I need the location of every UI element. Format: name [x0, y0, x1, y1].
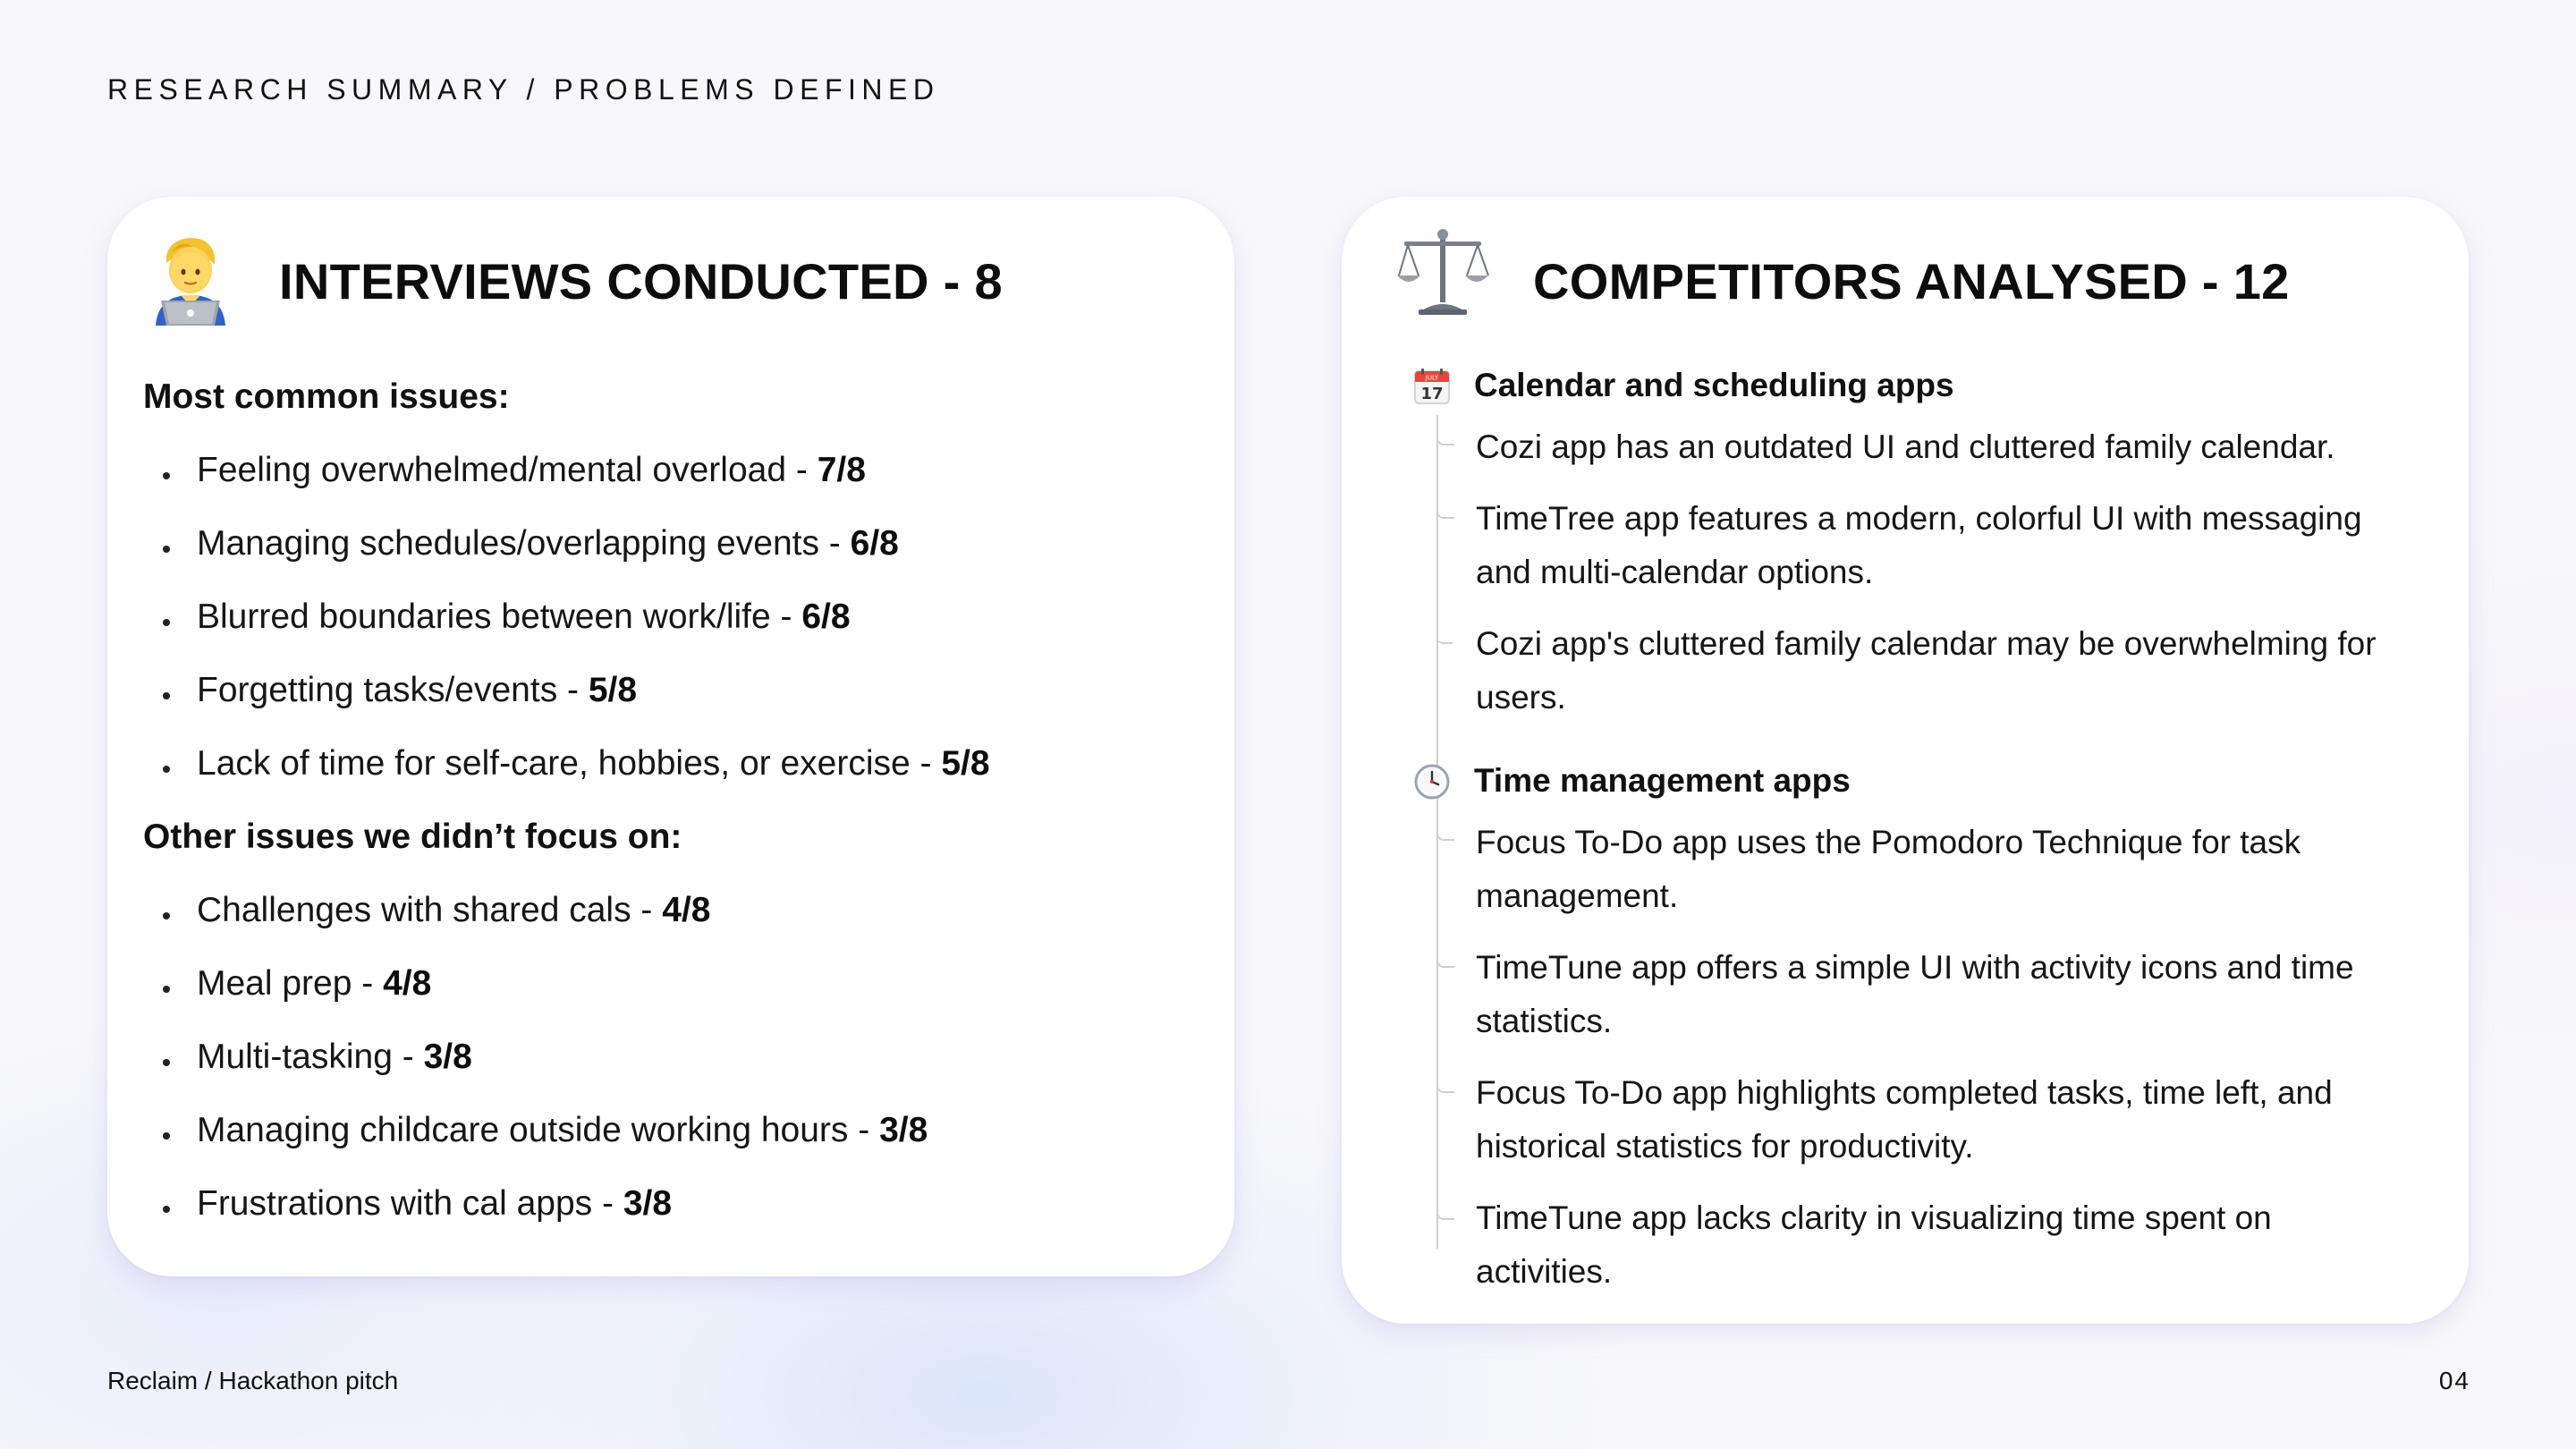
calendar-month-label: JULY [1425, 374, 1439, 382]
issue-count: 4/8 [383, 964, 432, 1003]
tree-branch [1436, 953, 1454, 968]
bullet-icon [163, 766, 170, 773]
issue-count: 3/8 [879, 1111, 928, 1149]
tree-connector [1436, 810, 1438, 1249]
issue-label: Managing childcare outside working hours - [197, 1111, 880, 1149]
category-heading: Time management apps [1474, 762, 1851, 799]
bullet-icon [163, 692, 170, 699]
tree-branch [1436, 826, 1454, 841]
tree-branch [1436, 630, 1453, 644]
section-header: RESEARCH SUMMARY / PROBLEMS DEFINED [107, 73, 940, 106]
issue-count: 5/8 [588, 671, 638, 709]
issue-count: 3/8 [423, 1038, 472, 1076]
bullet-icon [163, 619, 170, 626]
issue-count: 5/8 [941, 744, 990, 783]
competitors-card [1342, 197, 2469, 1324]
competitor-note: Cozi app's cluttered family calendar may be overwhelming for users. [1476, 625, 2377, 716]
calendar-day-label: 17 [1420, 385, 1444, 403]
balance-scale-icon [1395, 224, 1490, 318]
interviews-card [107, 197, 1234, 1276]
footer-project-label: Reclaim / Hackathon pitch [107, 1367, 399, 1394]
other-issues-heading: Other issues we didn’t focus on: [143, 818, 682, 856]
competitor-note: TimeTune app lacks clarity in visualizing time spent on activities. [1476, 1199, 2272, 1290]
bullet-icon [163, 1132, 170, 1140]
competitor-note: TimeTune app offers a simple UI with activity icons and time statistics. [1476, 949, 2354, 1039]
issue-label: Blurred boundaries between work/life - [197, 597, 802, 636]
interviews-title: INTERVIEWS CONDUCTED - 8 [279, 253, 1003, 309]
bullet-icon [163, 912, 170, 919]
competitor-note: TimeTree app features a modern, colorful UI with messaging and multi-calendar options. [1476, 500, 2362, 590]
tree-branch [1436, 1079, 1454, 1093]
clock-icon [1413, 763, 1451, 801]
issue-count: 3/8 [623, 1184, 673, 1223]
competitor-note: Focus To-Do app highlights completed tasks, time left, and historical statistics for productivity. [1476, 1074, 2333, 1165]
issue-label: Managing schedules/overlapping events - [197, 524, 851, 563]
common-issues-heading: Most common issues: [143, 377, 510, 416]
issue-label: Multi-tasking - [197, 1038, 424, 1076]
bullet-icon [163, 472, 170, 479]
issue-count: 7/8 [817, 451, 866, 489]
issue-count: 4/8 [662, 891, 711, 929]
issue-label: Forgetting tasks/events - [197, 671, 589, 709]
competitor-note: Focus To-Do app uses the Pomodoro Technique for task management. [1476, 824, 2301, 914]
issue-label: Challenges with shared cals - [197, 891, 663, 929]
bullet-icon [163, 986, 170, 993]
issue-label: Frustrations with cal apps - [197, 1184, 623, 1223]
tree-branch [1436, 1206, 1454, 1220]
issue-count: 6/8 [850, 524, 899, 563]
bullet-icon [163, 546, 170, 553]
competitor-note: Cozi app has an outdated UI and cluttered family calendar. [1476, 428, 2335, 465]
calendar-icon [1413, 368, 1451, 405]
issue-label: Lack of time for self-care, hobbies, or exercise - [197, 744, 942, 783]
tree-branch [1436, 504, 1454, 519]
category-heading: Calendar and scheduling apps [1474, 367, 1954, 403]
issue-label: Feeling overwhelmed/mental overload - [197, 451, 818, 489]
tree-branch [1436, 431, 1454, 445]
bullet-icon [163, 1206, 170, 1213]
technologist-icon [145, 233, 234, 326]
issue-count: 6/8 [801, 597, 851, 636]
competitors-title: COMPETITORS ANALYSED - 12 [1533, 253, 2290, 309]
page-number: 04 [2438, 1367, 2470, 1394]
issue-label: Meal prep - [197, 964, 384, 1003]
bullet-icon [163, 1059, 170, 1066]
